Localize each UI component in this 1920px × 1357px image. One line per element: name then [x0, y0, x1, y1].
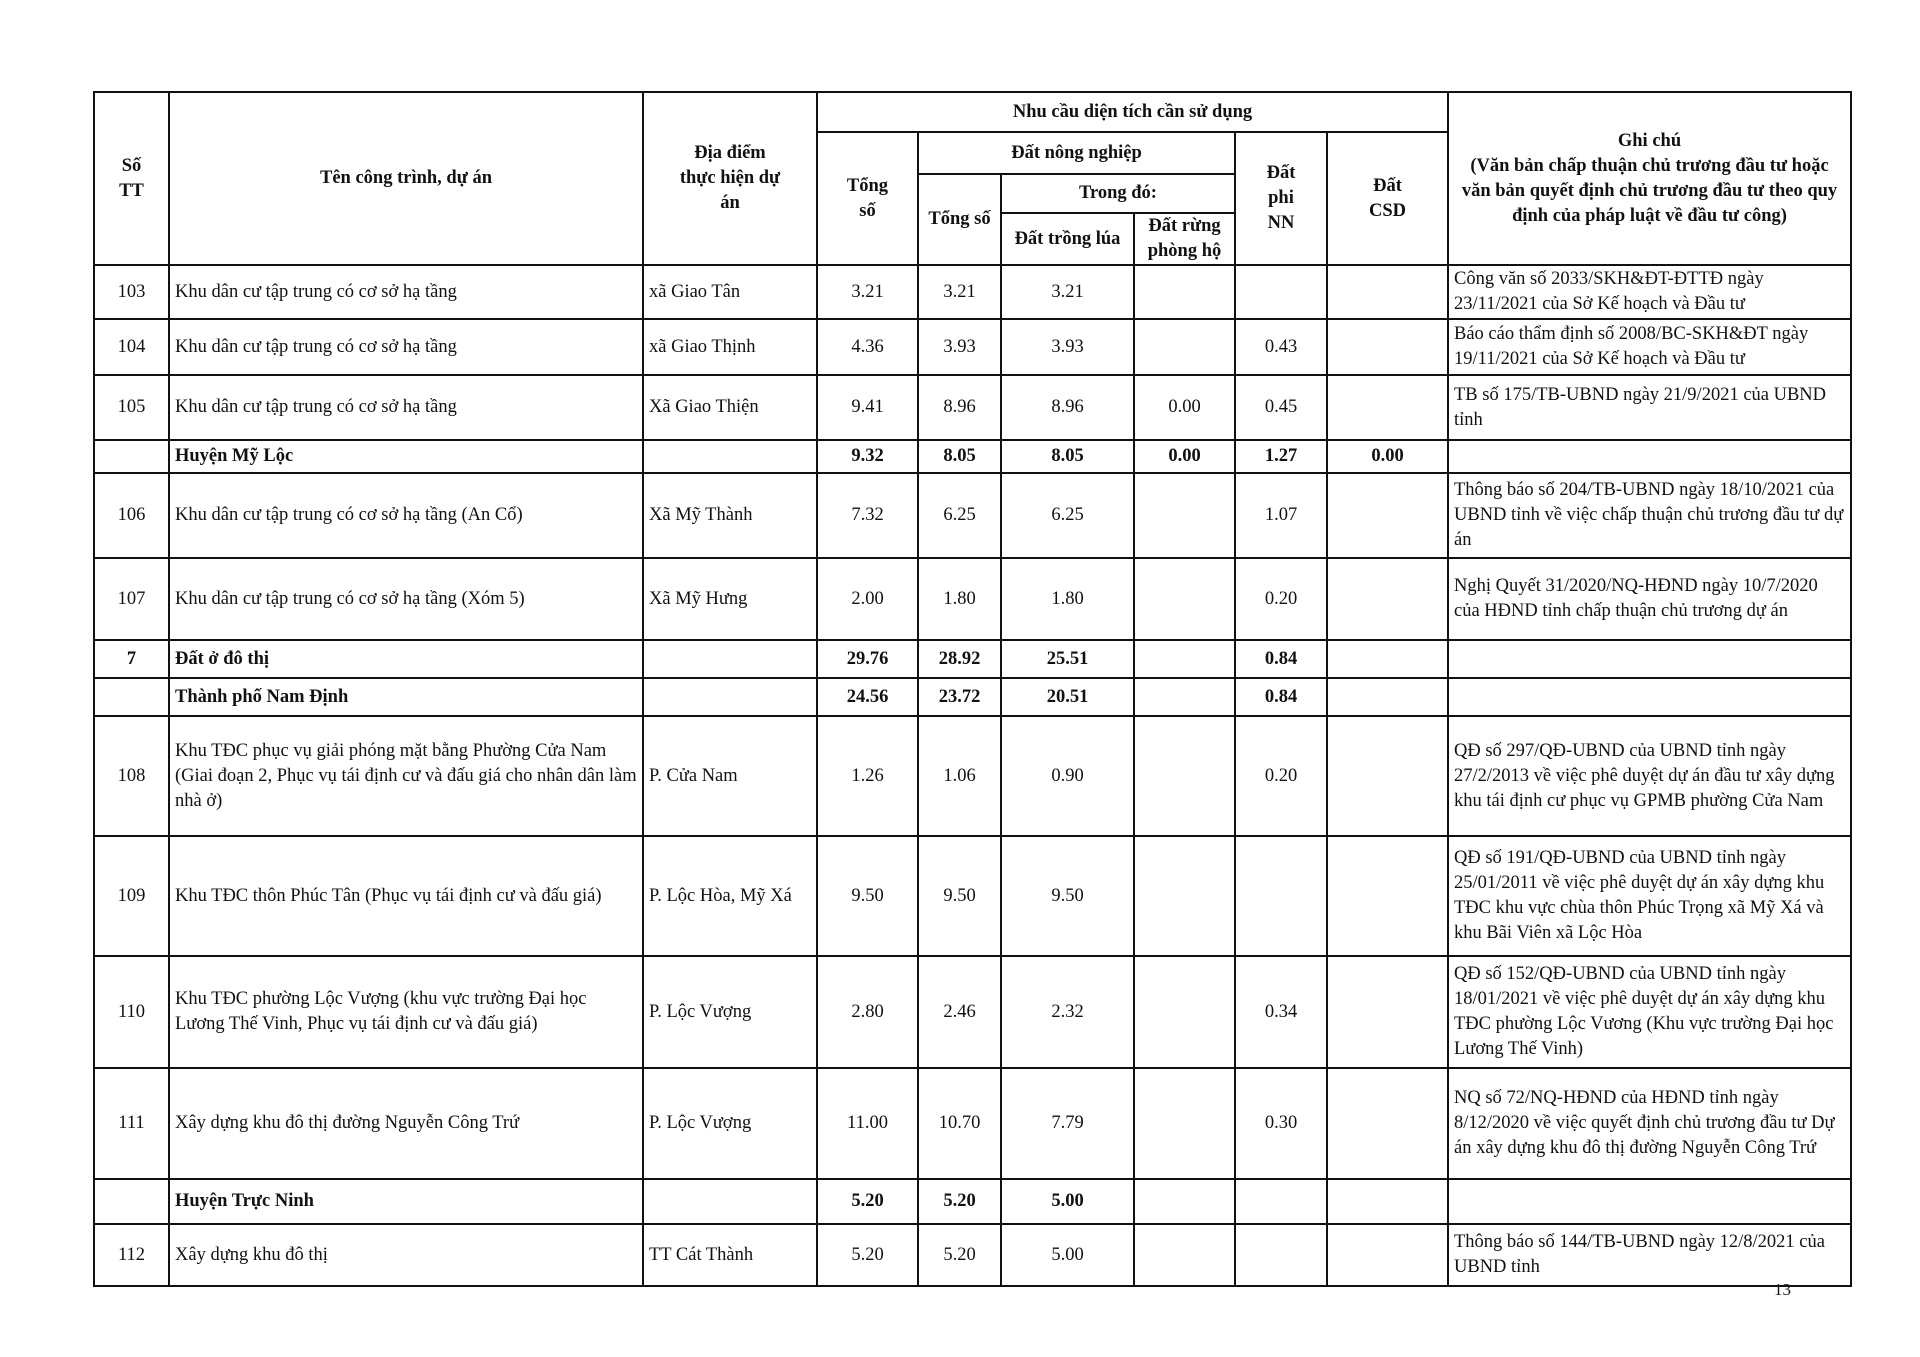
header-unused: Đất CSD [1327, 132, 1448, 265]
header-name: Tên công trình, dự án [169, 92, 643, 265]
cell-rice: 7.79 [1001, 1068, 1134, 1179]
cell-forest [1134, 473, 1235, 558]
cell-agri-total: 9.50 [918, 836, 1001, 956]
cell-unused [1327, 678, 1448, 716]
cell-rice: 2.32 [1001, 956, 1134, 1068]
cell-stt: 106 [94, 473, 169, 558]
cell-location: P. Lộc Vượng [643, 1068, 817, 1179]
cell-stt [94, 440, 169, 473]
cell-stt [94, 1179, 169, 1224]
table-row [94, 956, 1851, 1068]
cell-total: 11.00 [817, 1068, 918, 1179]
cell-note [1448, 440, 1851, 473]
cell-unused [1327, 1068, 1448, 1179]
cell-unused [1327, 1224, 1448, 1286]
table-group-row [94, 640, 1851, 678]
cell-rice: 8.96 [1001, 375, 1134, 440]
cell-unused [1327, 473, 1448, 558]
cell-non-agri: 0.20 [1235, 716, 1327, 836]
cell-forest [1134, 1179, 1235, 1224]
cell-location: TT Cát Thành [643, 1224, 817, 1286]
cell-forest [1134, 1068, 1235, 1179]
table-row [94, 558, 1851, 640]
cell-total: 24.56 [817, 678, 918, 716]
cell-location: P. Lộc Hòa, Mỹ Xá [643, 836, 817, 956]
cell-name: Thành phố Nam Định [169, 678, 643, 716]
cell-note: Báo cáo thẩm định số 2008/BC-SKH&ĐT ngày 19/11/2021 của Sở Kế hoạch và Đầu tư [1448, 319, 1851, 375]
header-of-which: Trong đó: [1001, 174, 1235, 213]
cell-stt [94, 678, 169, 716]
cell-stt: 7 [94, 640, 169, 678]
cell-agri-total: 28.92 [918, 640, 1001, 678]
cell-stt: 104 [94, 319, 169, 375]
cell-forest [1134, 836, 1235, 956]
cell-non-agri: 0.84 [1235, 678, 1327, 716]
cell-unused [1327, 836, 1448, 956]
cell-agri-total: 6.25 [918, 473, 1001, 558]
cell-note [1448, 640, 1851, 678]
cell-total: 29.76 [817, 640, 918, 678]
cell-note: Thông báo số 204/TB-UBND ngày 18/10/2021 của UBND tỉnh về việc chấp thuận chủ trương đầu tư dự án [1448, 473, 1851, 558]
cell-stt: 105 [94, 375, 169, 440]
cell-agri-total: 3.93 [918, 319, 1001, 375]
header-non-agri: Đất phi NN [1235, 132, 1327, 265]
cell-rice: 9.50 [1001, 836, 1134, 956]
cell-agri-total: 8.96 [918, 375, 1001, 440]
table-row [94, 1224, 1851, 1286]
cell-rice: 6.25 [1001, 473, 1134, 558]
cell-name: Khu dân cư tập trung có cơ sở hạ tầng (Xóm 5) [169, 558, 643, 640]
cell-non-agri: 0.34 [1235, 956, 1327, 1068]
cell-agri-total: 1.06 [918, 716, 1001, 836]
table-row [94, 473, 1851, 558]
cell-total: 2.80 [817, 956, 918, 1068]
cell-non-agri: 0.20 [1235, 558, 1327, 640]
cell-forest [1134, 716, 1235, 836]
cell-name: Xây dựng khu đô thị [169, 1224, 643, 1286]
cell-rice: 3.21 [1001, 265, 1134, 319]
cell-non-agri [1235, 1179, 1327, 1224]
cell-rice: 20.51 [1001, 678, 1134, 716]
cell-non-agri: 0.43 [1235, 319, 1327, 375]
table-row [94, 265, 1851, 319]
cell-name: Khu dân cư tập trung có cơ sở hạ tầng (An Cổ) [169, 473, 643, 558]
cell-total: 9.41 [817, 375, 918, 440]
cell-name: Xây dựng khu đô thị đường Nguyễn Công Trứ [169, 1068, 643, 1179]
cell-note [1448, 678, 1851, 716]
cell-name: Khu dân cư tập trung có cơ sở hạ tầng [169, 319, 643, 375]
cell-name: Khu dân cư tập trung có cơ sở hạ tầng [169, 375, 643, 440]
cell-note: TB số 175/TB-UBND ngày 21/9/2021 của UBND tỉnh [1448, 375, 1851, 440]
cell-forest [1134, 319, 1235, 375]
cell-name: Khu TĐC thôn Phúc Tân (Phục vụ tái định cư và đấu giá) [169, 836, 643, 956]
cell-non-agri [1235, 1224, 1327, 1286]
table-body [94, 265, 1851, 1286]
cell-agri-total: 2.46 [918, 956, 1001, 1068]
cell-total: 3.21 [817, 265, 918, 319]
table-group-row [94, 1179, 1851, 1224]
cell-name: Huyện Mỹ Lộc [169, 440, 643, 473]
land-use-table [93, 91, 1852, 1287]
cell-non-agri: 0.30 [1235, 1068, 1327, 1179]
table-header [94, 92, 1851, 265]
cell-total: 1.26 [817, 716, 918, 836]
cell-location: Xã Giao Thiện [643, 375, 817, 440]
cell-non-agri: 0.45 [1235, 375, 1327, 440]
cell-unused [1327, 265, 1448, 319]
cell-location [643, 1179, 817, 1224]
cell-unused: 0.00 [1327, 440, 1448, 473]
cell-location: Xã Mỹ Hưng [643, 558, 817, 640]
cell-forest [1134, 640, 1235, 678]
cell-agri-total: 5.20 [918, 1224, 1001, 1286]
table-row [94, 375, 1851, 440]
header-note [1448, 92, 1851, 265]
table-row [94, 716, 1851, 836]
cell-note: QĐ số 191/QĐ-UBND của UBND tỉnh ngày 25/01/2011 về việc phê duyệt dự án xây dựng khu TĐC khu vực chùa thôn Phúc Trọng xã Mỹ Xá và khu Bãi Viên xã Lộc Hòa [1448, 836, 1851, 956]
cell-stt: 111 [94, 1068, 169, 1179]
table-group-row [94, 678, 1851, 716]
cell-total: 9.50 [817, 836, 918, 956]
table-row [94, 1068, 1851, 1179]
cell-stt: 110 [94, 956, 169, 1068]
cell-note: Nghị Quyết 31/2020/NQ-HĐND ngày 10/7/2020 của HĐND tỉnh chấp thuận chủ trương dự án [1448, 558, 1851, 640]
cell-note: Công văn số 2033/SKH&ĐT-ĐTTĐ ngày 23/11/2021 của Sở Kế hoạch và Đầu tư [1448, 265, 1851, 319]
cell-forest [1134, 678, 1235, 716]
cell-location [643, 440, 817, 473]
table-row [94, 836, 1851, 956]
cell-location: P. Lộc Vượng [643, 956, 817, 1068]
page-number: 13 [1774, 1280, 1791, 1299]
cell-total: 5.20 [817, 1224, 918, 1286]
header-note-detail: (Văn bản chấp thuận chủ trương đầu tư hoặc văn bản quyết định chủ trương đầu tư theo quy định của pháp luật về đầu tư công) [1461, 155, 1838, 226]
cell-rice: 5.00 [1001, 1224, 1134, 1286]
cell-forest: 0.00 [1134, 440, 1235, 473]
cell-location: P. Cửa Nam [643, 716, 817, 836]
header-demand: Nhu cầu diện tích cần sử dụng [817, 92, 1448, 132]
cell-total: 4.36 [817, 319, 918, 375]
cell-note [1448, 1179, 1851, 1224]
cell-unused [1327, 640, 1448, 678]
cell-rice: 1.80 [1001, 558, 1134, 640]
cell-name: Đất ở đô thị [169, 640, 643, 678]
cell-unused [1327, 319, 1448, 375]
cell-total: 5.20 [817, 1179, 918, 1224]
cell-note: Thông báo số 144/TB-UBND ngày 12/8/2021 của UBND tỉnh [1448, 1224, 1851, 1286]
cell-total: 2.00 [817, 558, 918, 640]
cell-stt: 109 [94, 836, 169, 956]
header-rice: Đất trồng lúa [1001, 213, 1134, 265]
cell-non-agri [1235, 836, 1327, 956]
header-forest: Đất rừng phòng hộ [1134, 213, 1235, 265]
cell-non-agri: 0.84 [1235, 640, 1327, 678]
cell-unused [1327, 375, 1448, 440]
cell-location: xã Giao Tân [643, 265, 817, 319]
cell-rice: 8.05 [1001, 440, 1134, 473]
cell-name: Huyện Trực Ninh [169, 1179, 643, 1224]
cell-agri-total: 3.21 [918, 265, 1001, 319]
cell-stt: 112 [94, 1224, 169, 1286]
cell-rice: 25.51 [1001, 640, 1134, 678]
cell-location [643, 640, 817, 678]
cell-agri-total: 8.05 [918, 440, 1001, 473]
cell-forest: 0.00 [1134, 375, 1235, 440]
cell-rice: 0.90 [1001, 716, 1134, 836]
cell-name: Khu TĐC phường Lộc Vượng (khu vực trường Đại học Lương Thế Vinh, Phục vụ tái định cư và đấu giá) [169, 956, 643, 1068]
cell-note: QĐ số 297/QĐ-UBND của UBND tỉnh ngày 27/2/2013 về việc phê duyệt dự án đầu tư xây dựng khu tái định cư phục vụ GPMB phường Cửa Nam [1448, 716, 1851, 836]
header-stt: Số TT [94, 92, 169, 265]
cell-stt: 103 [94, 265, 169, 319]
header-total: Tổng số [817, 132, 918, 265]
cell-name: Khu dân cư tập trung có cơ sở hạ tầng [169, 265, 643, 319]
cell-forest [1134, 956, 1235, 1068]
cell-forest [1134, 1224, 1235, 1286]
cell-forest [1134, 265, 1235, 319]
header-location: Địa điểm thực hiện dự án [643, 92, 817, 265]
header-agri-total: Tổng số [918, 174, 1001, 265]
cell-non-agri: 1.07 [1235, 473, 1327, 558]
cell-non-agri: 1.27 [1235, 440, 1327, 473]
cell-stt: 108 [94, 716, 169, 836]
cell-location [643, 678, 817, 716]
cell-location: Xã Mỹ Thành [643, 473, 817, 558]
cell-total: 9.32 [817, 440, 918, 473]
table-row [94, 319, 1851, 375]
cell-agri-total: 23.72 [918, 678, 1001, 716]
cell-agri-total: 1.80 [918, 558, 1001, 640]
cell-unused [1327, 1179, 1448, 1224]
cell-stt: 107 [94, 558, 169, 640]
cell-note: NQ số 72/NQ-HĐND của HĐND tỉnh ngày 8/12/2020 về việc quyết định chủ trương đầu tư Dự án xây dựng khu đô thị đường Nguyễn Công Trứ [1448, 1068, 1851, 1179]
header-agri: Đất nông nghiệp [918, 132, 1235, 174]
cell-agri-total: 5.20 [918, 1179, 1001, 1224]
cell-unused [1327, 956, 1448, 1068]
cell-rice: 3.93 [1001, 319, 1134, 375]
cell-name: Khu TĐC phục vụ giải phóng mặt bằng Phường Cửa Nam (Giai đoạn 2, Phục vụ tái định cư và đấu giá cho nhân dân làm nhà ở) [169, 716, 643, 836]
header-note-title: Ghi chú [1617, 130, 1682, 151]
cell-note: QĐ số 152/QĐ-UBND của UBND tỉnh ngày 18/01/2021 về việc phê duyệt dự án xây dựng khu TĐC phường Lộc Vương (Khu vực trường Đại học Lương Thế Vinh) [1448, 956, 1851, 1068]
cell-non-agri [1235, 265, 1327, 319]
cell-location: xã Giao Thịnh [643, 319, 817, 375]
cell-rice: 5.00 [1001, 1179, 1134, 1224]
cell-agri-total: 10.70 [918, 1068, 1001, 1179]
cell-unused [1327, 558, 1448, 640]
cell-unused [1327, 716, 1448, 836]
cell-total: 7.32 [817, 473, 918, 558]
table-group-row [94, 440, 1851, 473]
cell-forest [1134, 558, 1235, 640]
